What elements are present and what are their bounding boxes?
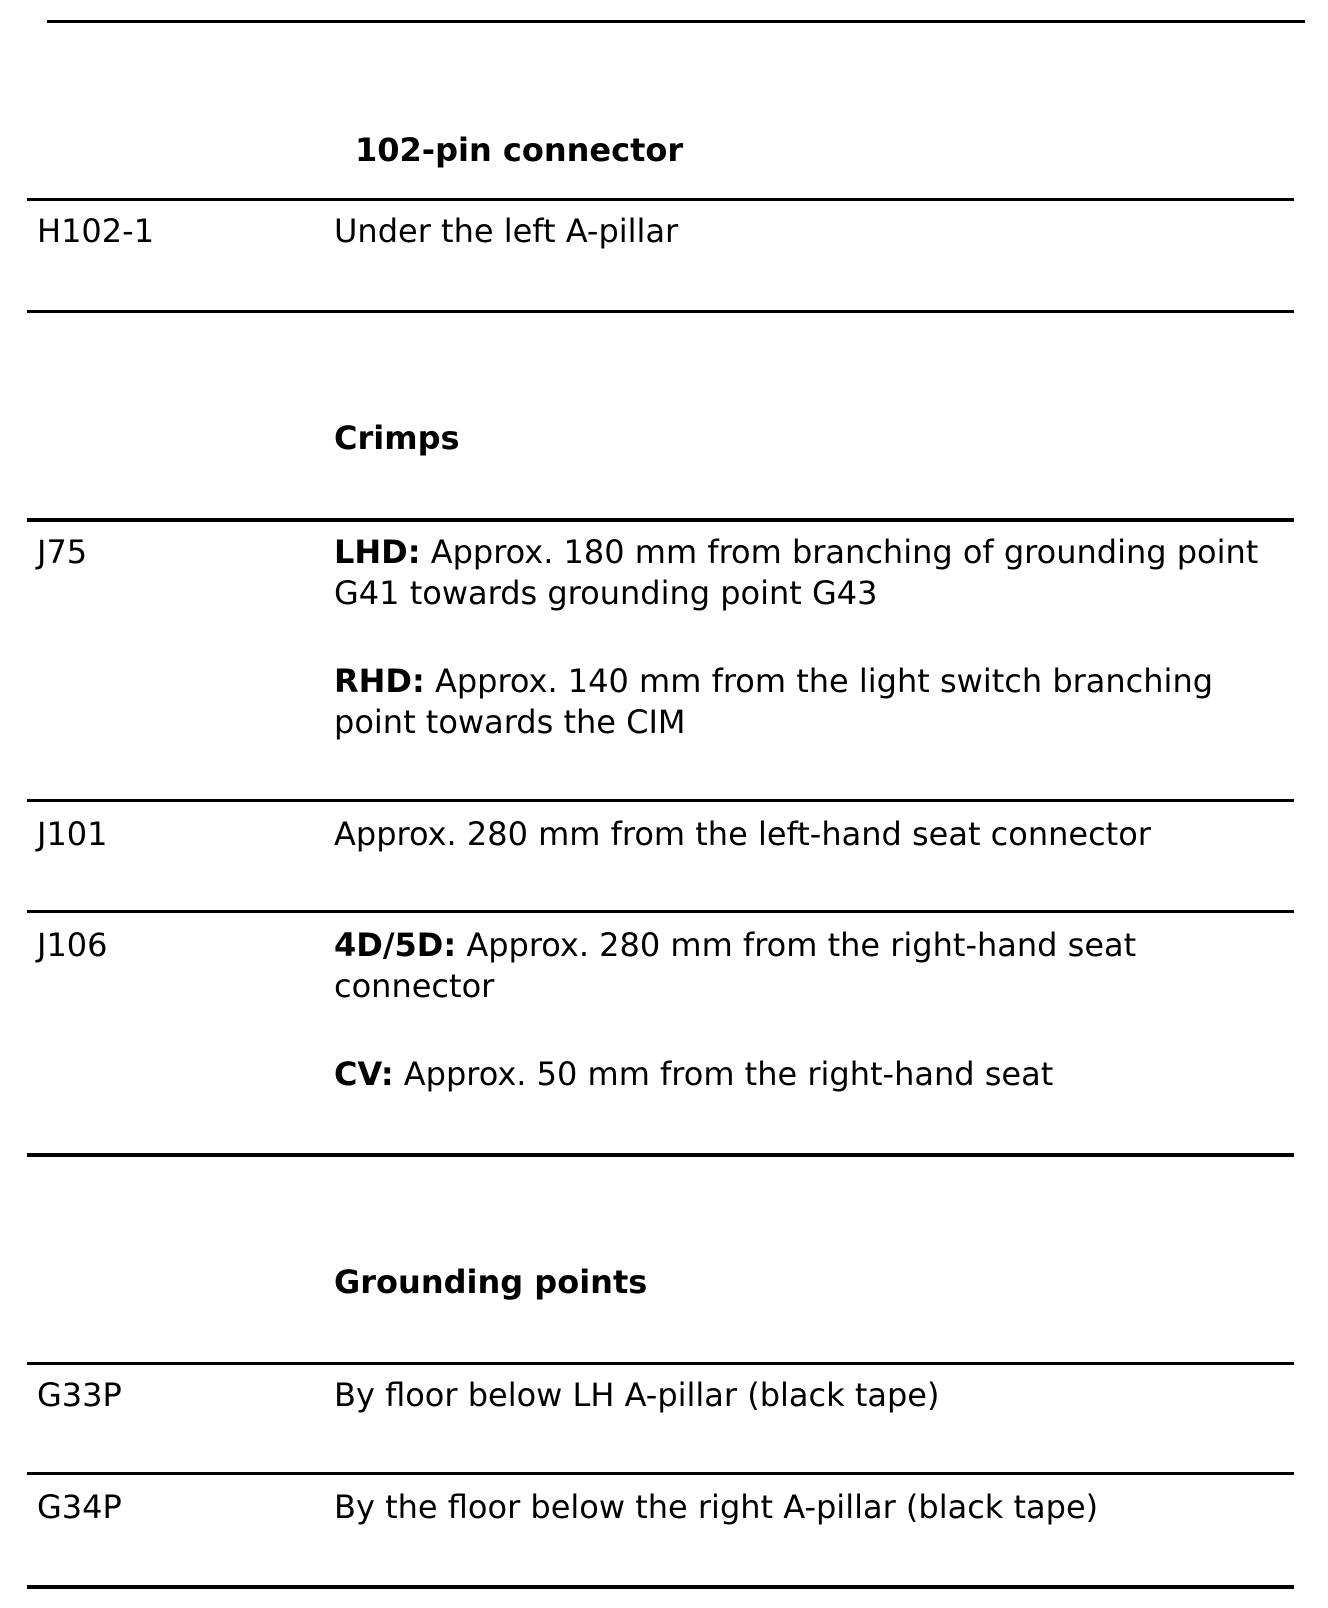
row-id-h102-1: H102-1 <box>37 212 155 250</box>
table-rule <box>27 1153 1294 1157</box>
table-rule <box>27 310 1294 313</box>
table-rule <box>27 198 1294 201</box>
note-text-cv: Approx. 50 mm from the right-hand seat <box>393 1055 1054 1093</box>
note-text-lhd: Approx. 180 mm from branching of grounding point G41 towards grounding point G43 <box>334 533 1259 612</box>
note-rhd <box>334 661 1294 743</box>
row-id-j106: J106 <box>37 926 108 964</box>
row-id-j75: J75 <box>37 533 88 571</box>
row-text-g33p: By floor below LH A-pillar (black tape) <box>334 1376 940 1414</box>
table-rule <box>27 518 1294 522</box>
section-heading-grounding: Grounding points <box>334 1263 648 1301</box>
row-id-j101: J101 <box>37 815 108 853</box>
row-text-j101: Approx. 280 mm from the left-hand seat connector <box>334 815 1151 853</box>
note-label-cv: CV: <box>334 1055 394 1093</box>
table-rule <box>27 799 1294 802</box>
note-label-rhd: RHD: <box>334 662 425 700</box>
row-text-g34p: By the floor below the right A-pillar (black tape) <box>334 1488 1099 1526</box>
top-rule <box>47 20 1305 23</box>
note-text-rhd: Approx. 140 mm from the light switch branching point towards the CIM <box>334 662 1214 741</box>
row-id-g34p: G34P <box>37 1488 122 1526</box>
table-rule <box>27 910 1294 913</box>
note-4d5d <box>334 925 1294 1007</box>
table-rule <box>27 1585 1294 1589</box>
note-text-4d5d: Approx. 280 mm from the right-hand seat connector <box>334 926 1137 1005</box>
note-lhd <box>334 532 1294 614</box>
table-rule <box>27 1472 1294 1475</box>
section-heading-crimps: Crimps <box>334 419 460 457</box>
note-label-lhd: LHD: <box>334 533 421 571</box>
table-rule <box>27 1362 1294 1365</box>
note-label-4d5d: 4D/5D: <box>334 926 457 964</box>
note-cv <box>334 1054 1294 1095</box>
section-heading-connector: 102-pin connector <box>355 131 684 169</box>
row-text-h102-1: Under the left A-pillar <box>334 212 679 250</box>
row-id-g33p: G33P <box>37 1376 122 1414</box>
